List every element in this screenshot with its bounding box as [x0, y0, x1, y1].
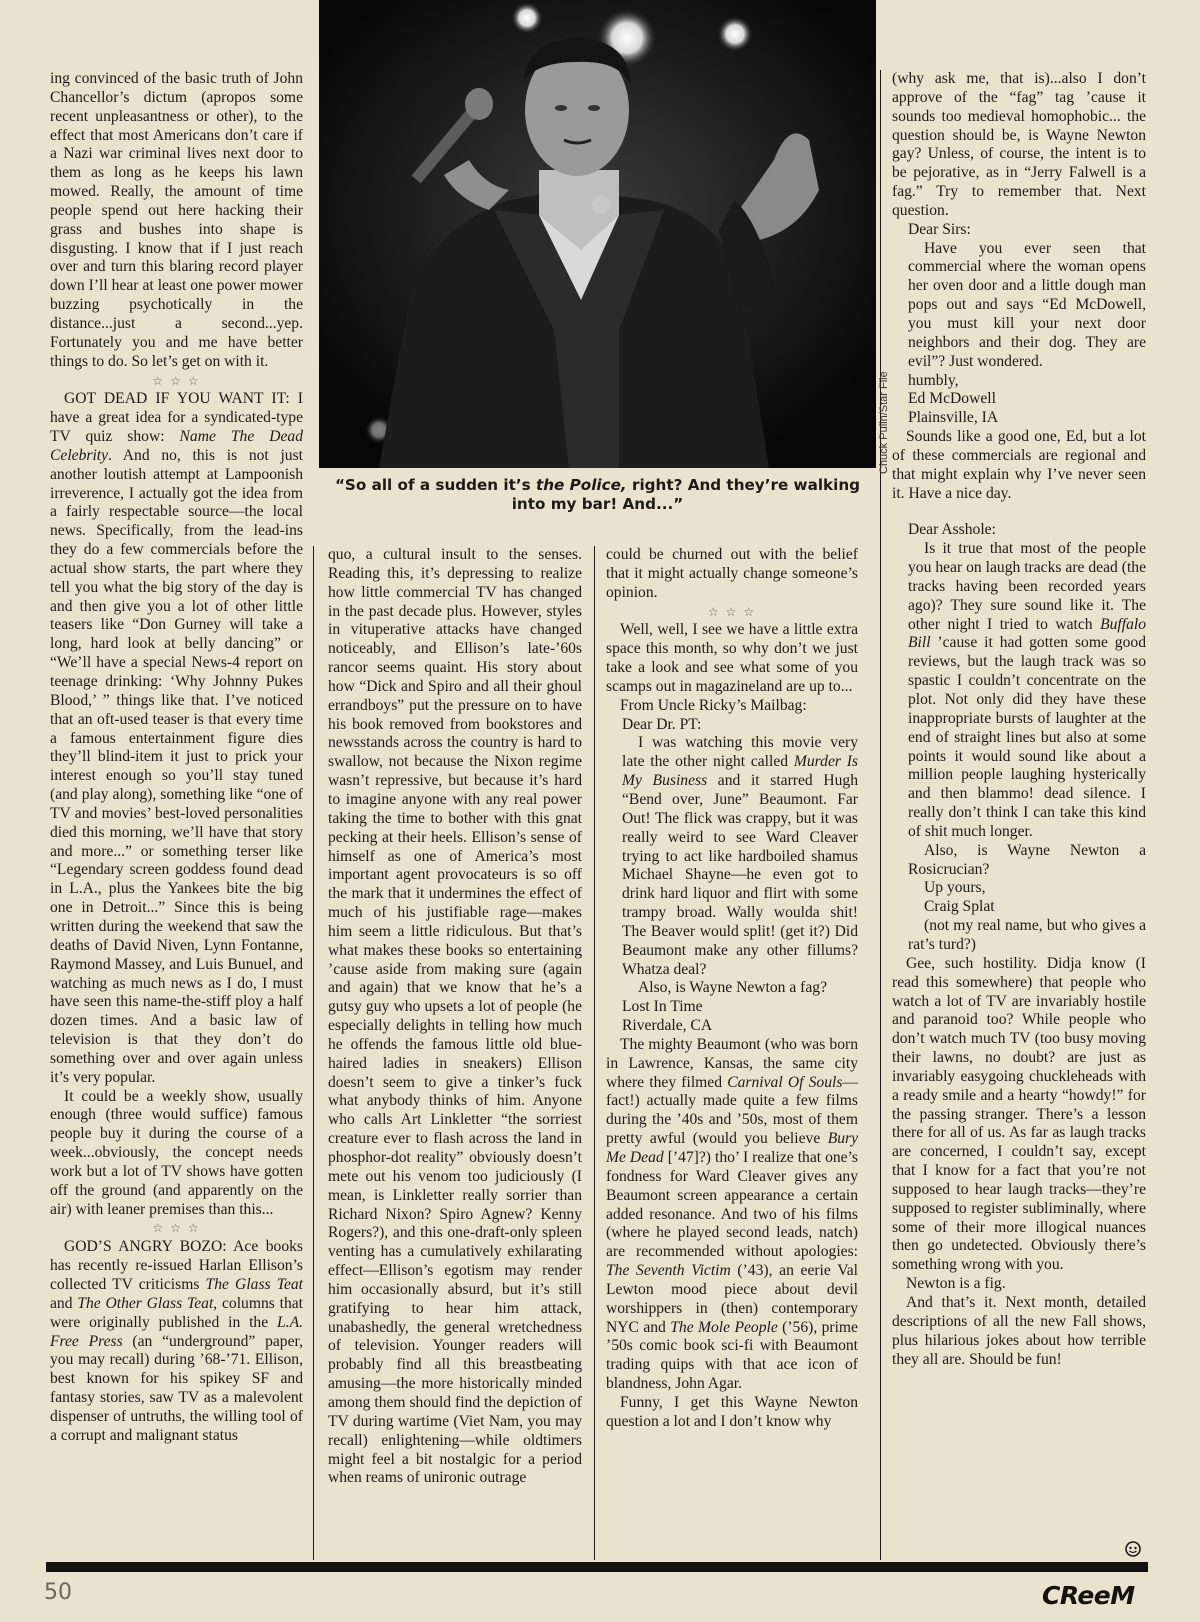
letter-signature: Craig Splat: [924, 898, 995, 916]
paragraph: GOD’S ANGRY BOZO: Ace books has recently re-issued Harlan Ellison’s collected TV criticisms The Glass Teat and The Other Glass Teat, columns that were originally published in the L.A. Free Press (an “underground” paper, you may recall) during ’68-’71. Ellison, best known for his spikey SF and fantasy stories, saw TV as a malevolent dispenser of untruths, the willing tool of a corrupt and malignant status: [50, 1238, 303, 1444]
performer-with-microphone-photo-icon: [319, 0, 876, 468]
paragraph: And that’s it. Next month, detailed descriptions of all the new Fall shows, plus hilarious jokes about how terrible they all are. Should be fun!: [892, 1294, 1146, 1368]
page-number: 50: [44, 1580, 72, 1605]
paragraph: quo, a cultural insult to the senses. Reading this, it’s depressing to realize how little commercial TV has changed in the past decade plus. However, styles in vituperative attacks have changed noticeably, and Ellison’s late-’60s rancor seems quaint. His story about how “Dick and Spiro and all their ghoul errandboys” put the pressure on to have his book removed from bookstores and newsstands across the country is hard to swallow, not because the Nixon regime wasn’t repressive, but because it’s hard to imagine anyone with any real power taking the time to bother with this gnat pecking at their heels. Ellison’s sense of himself as one of America’s most important agent provocateurs is so off the mark that it undermines the effect of much of his justifiable rage—makes him seem a little ridiculous. But that’s what makes these books so entertaining ’cause aside from making sure (again and again) that we know that he’s a gutsy guy who upsets a lot of people (he especially delights in telling how much he offends the famous little old blue-haired ladies in sneakers) Ellison doesn’t seem to give a tinker’s fuck what anybody thinks of him. Anyone who calls Art Linkletter “the sorriest creature ever to flash across the land in phosphor-dot reality” obviously doesn’t mete out his venom too judiciously (I mean, is Linkletter really sorrier than Richard Nixon? Spiro Agnew? Kenny Rogers?), and this one-draft-only spleen venting has a cumulatively exhilarating effect—Ellison’s egotism may render him occasionally absurd, but it’s still gratifying to hear him attack, unabashedly, the general wretchedness of television. Younger readers will probably find all this breastbeating amusing—the more historically minded among them should find the depiction of TV during wartime (Viet Nam, you may recall) enlightening—while oldtimers might feel a bit nostalgic for a period when reams of unironic outrage: [328, 546, 582, 1487]
column-rule-2: [594, 546, 595, 1560]
paragraph: Funny, I get this Wayne Newton question a lot and I don’t know why: [606, 1393, 858, 1430]
letter-body: Also, is Wayne Newton a Rosicrucian?: [908, 841, 1146, 878]
photo-caption: [319, 476, 876, 514]
letter-location: Plainsville, IA: [908, 409, 999, 427]
letter-closing: Up yours,: [924, 879, 986, 897]
performer-photo: [319, 0, 876, 468]
letter-signature: Lost In Time: [622, 998, 703, 1016]
mailbag-heading: From Uncle Ricky’s Mailbag:: [620, 696, 807, 714]
letter-closing: humbly,: [908, 371, 959, 389]
paragraph: GOT DEAD IF YOU WANT IT: I have a great idea for a syndicated-type TV quiz show: Name The Dead Celebrity. And no, this is not just another loutish attempt at Lampoonish irreverence, I actually got the idea from a fairly respectable source—the local news. Specifically, from the lead-ins they do a few commercials before the actual show starts, the part where they tell you what the big story of the day is and then give you a lot of other little teasers like “Don Gurney will take a long, hard look at belly dancing” or “We’ll have a special News-4 report on teenage drinking: ‘Why Johnny Pukes Blood,’ ” things like that. I’ve noticed that an oft-used teaser is that every time a famous entertainment figure dies they’ll blind-item it just to prick your interest enough so you’ll stay tuned (and play along), something like “one of TV and movies’ best-loved personalities died this morning, we’ll have that story and more...” or something terser like “Legendary screen goddess found dead in L.A., plus the Yankees bite the big one in Detroit...” Since this is being written during the weekend that saw the deaths of David Niven, Lynn Fontanne, Raymond Massey, and Luis Bunuel, and watching as much news as I do, I must have seen this name-the-stiff ploy a half dozen times. And a basic law of television is that they don’t do something over and over again unless it’s very popular.: [50, 390, 303, 1086]
letter-body: I was watching this movie very late the other night called Murder Is My Business and it starred Hugh “Bend over, June” Beaumont. Far Out! The flick was crappy, but it was really weird to see Ward Cleaver trying to act like hardboiled shamus Michael Shayne—he even got to drink hard liquor and flirt with some trampy broad. Wally woulda shit! The Beaver would split! (get it?) Did Beaumont make any other fillums? Whatza deal?: [622, 734, 858, 978]
paragraph: The mighty Beaumont (who was born in Lawrence, Kansas, the same city where they filmed Carnival Of Souls—fact!) actually made quite a few films during the ’40s and ’50s, most of them pretty awful (would you believe Bury Me Dead [’47]?) tho’ I realize that one’s fondness for Ward Cleaver gives any Beaumont screen appearance a certain added resonance. And two of his films (where he played second leads, natch) are recommended without apologies: The Seventh Victim (’43), an eerie Val Lewton mood piece about devil worshippers in (then) contemporary NYC and The Mole People (’56), prime ’50s comic book sci-fi with Beaumont trading quips with that ace icon of blandness, John Agar.: [606, 1035, 858, 1393]
paragraph: It could be a weekly show, usually enough (three would suffice) famous people buy it during the course of a week...obviously, the concept needs work but a lot of TV shows have gotten off the ground (and apparently on the air) with leaner premises than this...: [50, 1087, 303, 1218]
caption-text: “So all of a sudden it’s: [334, 476, 536, 494]
section-divider-stars: ☆ ☆ ☆: [152, 1221, 201, 1236]
end-mark-icon: [1122, 1540, 1144, 1558]
letter-salutation: Dear Asshole:: [908, 521, 996, 539]
letter-body: Is it true that most of the people you hear on laugh tracks are dead (the tracks having been recorded years ago)? They sure sound like it. The other night I tried to watch Buffalo Bill ’cause it had gotten some good reviews, but the laugh track was so spastic I couldn’t concentrate on the plot. Not only did they have these inappropriate bursts of laughter at the end of straight lines but also at some points it would sound like about a million people laughing hysterically and then blammo! dead silence. I really don’t think I can take this kind of shit much longer.: [908, 540, 1146, 840]
article-column-3: [606, 546, 858, 1432]
letter-salutation: Dear Sirs:: [908, 220, 971, 238]
article-column-4: [892, 70, 1146, 1369]
letter-signature: Ed McDowell: [908, 390, 996, 408]
paragraph: Well, well, I see we have a little extra space this month, so why don’t we just take a look and see what some of you scamps out in magazineland are up to...: [606, 621, 858, 695]
column-rule-3: [880, 70, 881, 1560]
letter-body: Have you ever seen that commercial where the woman opens her oven door and a little dough man pops out and says “Ed McDowell, you must kill your next door neighbors and their dog. They are evil”? Just wondered.: [908, 239, 1146, 370]
photo-credit: Chuck Pulin/Star File: [878, 371, 890, 474]
paragraph: ing convinced of the basic truth of John Chancellor’s dictum (apropos some recent unpleasantness or other), to the effect that most Americans don’t care if a Nazi war criminal lives next door to them as long as he keeps his lawn mowed. Really, the amount of time people spend out here hacking their grass and bushes into shape is disgusting. I know that if I just reach over and turn this blaring record player down I’ll hear at least one power mower buzzing psychotically in the distance...just a second...yep. Fortunately you and me have better things to do. So let’s get on with it.: [50, 70, 303, 370]
article-column-2: [328, 546, 582, 1488]
section-divider-stars: ☆ ☆ ☆: [707, 604, 757, 619]
paragraph: Gee, such hostility. Didja know (I read this somewhere) that people who watch a lot of TV are invariably hostile and paranoid too? While people who don’t watch much TV (too busy moving their lawns, no doubt? are just as invariably easygoing chuckleheads with a ready smile and a hearty “howdy!” for the passing stranger. There’s a lesson there for all of us. As far as laugh tracks are concerned, I couldn’t say, except that I know for a fact that you’re not supposed to hear laugh tracks—they’re supposed to register subliminally, where some of their more illogical nuances then go undetected. Obviously there’s something wrong with you.: [892, 954, 1146, 1274]
letter-location: Riverdale, CA: [622, 1017, 713, 1035]
paragraph: Sounds like a good one, Ed, but a lot of these commercials are regional and that might explain why I’ve never seen it. Have a nice day.: [892, 428, 1146, 502]
column-rule-1: [313, 546, 314, 1560]
magazine-logo: CReeM: [1042, 1581, 1135, 1610]
section-divider-stars: ☆ ☆ ☆: [152, 373, 201, 388]
paragraph: could be churned out with the belief that it might actually change someone’s opinion.: [606, 546, 858, 601]
paragraph: Newton is a fig.: [906, 1275, 1006, 1293]
letter-salutation: Dear Dr. PT:: [622, 715, 702, 733]
caption-text: right? And they’re walking into my bar! And...”: [511, 476, 861, 513]
article-column-1: [50, 70, 303, 1446]
footer-bar: [46, 1562, 1148, 1572]
caption-emphasis: the Police,: [535, 476, 627, 494]
paragraph: (why ask me, that is)...also I don’t approve of the “fag” tag ’cause it sounds too medieval homophobic... the question should be, is Wayne Newton gay? Unless, of course, the intent is to be pejorative, as in “Jerry Falwell is a fag.” Try to remember that. Next question.: [892, 70, 1146, 219]
letter-note: (not my real name, but who gives a rat’s turd?): [908, 917, 1146, 953]
letter-body: Also, is Wayne Newton a fag?: [638, 979, 827, 997]
